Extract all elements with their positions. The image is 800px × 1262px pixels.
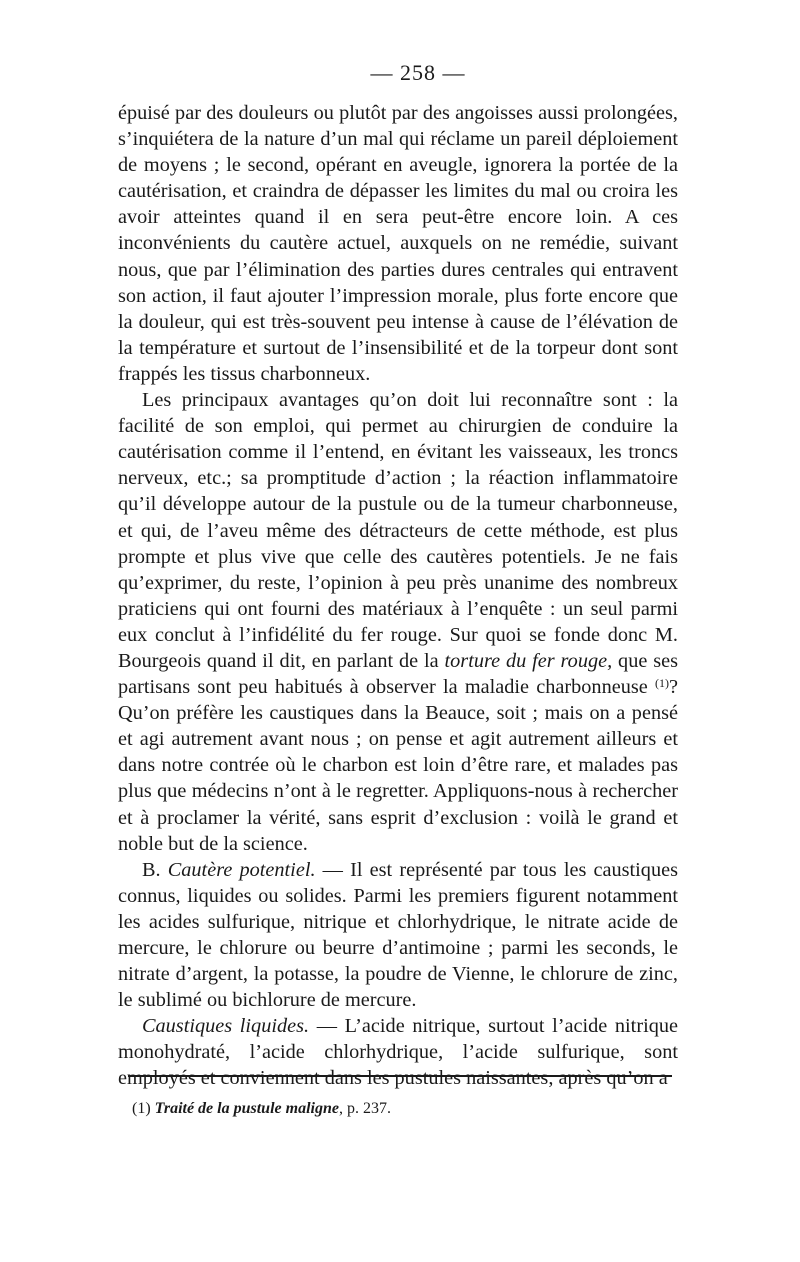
paragraph-4 (118, 1013, 678, 1091)
footnote-text: , p. 237. (338, 1100, 391, 1117)
footnote-divider (128, 1075, 672, 1077)
paragraph-4-heading: Caustiques liquides. (142, 1015, 310, 1038)
paragraph-2-text-c: ? Qu’on préfère les caustiques dans la Beauce, soit ; mais on a pensé et agi autrement avant nous ; on pense et agit autrement ailleurs et dans notre contrée où le charbon est loin d’être rare, et malades pas plus que médecins n’ont à le regretter. Appliquons-nous à rechercher et à proclamer la vérité, sans esprit d’exclusion : voilà le grand et noble but de la science. (118, 676, 678, 855)
page-content (118, 60, 678, 1092)
paragraph-1-text: épuisé par des douleurs ou plutôt par des angoisses aussi prolongées, s’inquiétera de la nature d’un mal qui réclame un pareil déploiement de moyens ; le second, opérant en aveugle, ignorera la portée de la cautérisation, et craindra de dépasser les limites du mal ou croira les avoir atteintes quand il en sera peut-être encore loin. A ces inconvénients du cautère actuel, auxquels on ne remédie, suivant nous, que par l’élimination des parties dures centrales qui entravent son action, il faut ajouter l’impression morale, plus forte encore que la douleur, qui est très-souvent peu intense à cause de l’élévation de la température et surtout de l’insensibilité et de la torpeur dont sont frappés les tissus charbonneux. (118, 102, 678, 385)
paragraph-2-text-a: Les principaux avantages qu’on doit lui reconnaître sont : la facilité de son emploi, qui permet au chirurgien de conduire la cautérisation comme il l’entend, en évitant les vaisseaux, les troncs nerveux, etc.; sa promptitude d’action ; la réaction inflammatoire qu’il développe autour de la pustule ou de la tumeur charbonneuse, et qui, de l’aveu même des détracteurs de cette méthode, est plus prompte et plus vive que celle des cautères potentiels. Je ne fais qu’exprimer, du reste, l’opinion à peu près unanime des nombreux praticiens qui ont fourni des matériaux à l’enquête : un seul parmi eux conclut à l’infidélité du fer rouge. Sur quoi se fonde donc M. Bourgeois quand il dit, en parlant de la (118, 389, 678, 672)
paragraph-3-heading: Cautère potentiel. (167, 858, 316, 881)
paragraph-1 (118, 100, 678, 387)
paragraph-2 (118, 387, 678, 857)
footnote-title: Traité de la pustule maligne (154, 1100, 339, 1117)
paragraph-4-text: — L’acide nitrique, surtout l’acide nitrique monohydraté, l’acide chlorhydrique, l’acide sulfurique, sont employés et conviennent dans les pustules naissantes, après qu’on a (118, 1015, 678, 1090)
paragraph-3 (118, 857, 678, 1014)
footnote-reference[interactable]: (1) (654, 676, 669, 691)
paragraph-2-text-b: que ses partisans sont peu habitués à observer la maladie charbonneuse (118, 649, 678, 699)
paragraph-3-lead: B. (142, 858, 168, 881)
footnote-marker: (1) (132, 1100, 151, 1117)
footnote (132, 1100, 391, 1118)
page-number: — 258 — (370, 60, 466, 85)
body-text (118, 100, 678, 1092)
paragraph-3-text: — Il est représenté par tous les caustiques connus, liquides ou solides. Parmi les premiers figurent notamment les acides sulfurique, nitrique et chlorhydrique, le nitrate acide de mercure, le chlorure ou beurre d’antimoine ; parmi les seconds, le nitrate d’argent, la potasse, la poudre de Vienne, le chlorure de zinc, le sublimé ou bichlorure de mercure. (118, 858, 678, 1012)
paragraph-2-italic: torture du fer rouge, (444, 649, 613, 672)
